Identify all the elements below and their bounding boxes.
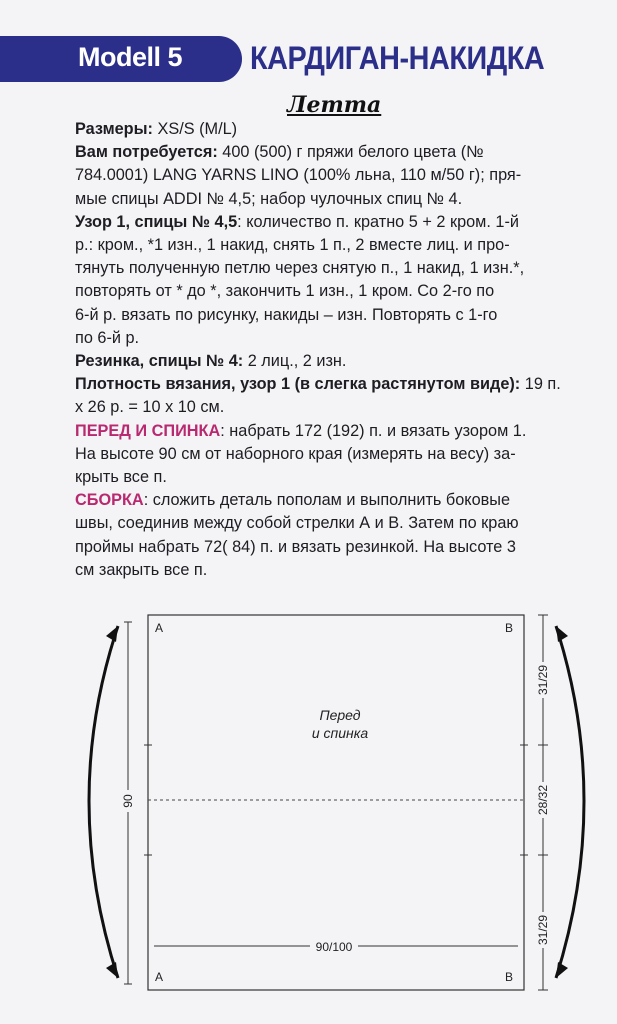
rib-label: Резинка, спицы № 4: — [75, 352, 244, 371]
right-top-label: 31/29 — [536, 664, 550, 696]
density-label: Плотность вязания, узор 1 (в слегка растянутом виде): — [75, 375, 521, 394]
assembly-line-1: СБОРКА: сложить деталь пополам и выполнить боковые — [75, 491, 511, 510]
need-line-1: Вам потребуется: 400 (500) г пряжи белого цвета (№ — [75, 143, 484, 162]
pattern-schematic — [0, 600, 617, 1010]
author-signature: Летта — [287, 92, 382, 118]
left-arrow-head-bottom — [106, 962, 118, 978]
sizes-label: Размеры: — [75, 120, 153, 138]
pattern-line-4: повторять от * до *, закончить 1 изн., 1 кром. Со 2-го по — [75, 282, 495, 301]
left-arrow-head-top — [106, 626, 118, 642]
corner-top-right: B — [505, 621, 514, 635]
front-line-1: ПЕРЕД И СПИНКА: набрать 172 (192) п. и вязать узором 1. — [75, 421, 527, 440]
right-arrow-head-bottom — [556, 962, 568, 978]
need-line-3: мые спицы ADDI № 4,5; набор чулочных спиц № 4. — [75, 189, 463, 208]
model-number: Modell 5 — [78, 42, 183, 72]
right-mid-label: 28/32 — [536, 784, 550, 816]
pattern-line-3: тянуть полученную петлю через снятую п., 1 накид, 1 изн.*, — [75, 259, 525, 278]
need-label: Вам потребуется: — [75, 143, 218, 162]
sizes-value: XS/S (M/L) — [152, 120, 238, 138]
pattern-line-2: р.: кром., *1 изн., 1 накид, снять 1 п., 2 вместе лиц. и про- — [75, 236, 510, 255]
density-line-1: Плотность вязания, узор 1 (в слегка растянутом виде): 19 п. — [75, 375, 561, 394]
corner-bottom-right: B — [505, 970, 514, 984]
pattern-line-6: по 6-й р. — [75, 328, 140, 347]
density-line-2: х 26 р. = 10 х 10 см. — [75, 398, 225, 417]
front-line-2: На высоте 90 см от наборного края (измерять на весу) за- — [75, 444, 516, 463]
rib-line: Резинка, спицы № 4: 2 лиц., 2 изн. — [75, 352, 347, 371]
pattern-line-1: Узор 1, спицы № 4,5: количество п. кратно 5 + 2 кром. 1-й — [75, 212, 519, 231]
front-label: ПЕРЕД И СПИНКА — [75, 421, 221, 440]
assembly-label: СБОРКА — [75, 491, 144, 510]
height-label: 90 — [121, 794, 135, 808]
piece-label-line-1: Перед — [319, 707, 361, 723]
piece-outline — [148, 615, 524, 990]
corner-bottom-left: A — [155, 970, 164, 984]
assembly-line-3: проймы набрать 72( 84) п. и вязать резинкой. На высоте 3 — [75, 537, 516, 556]
instructions-text — [75, 118, 603, 582]
right-fold-arrow — [556, 626, 584, 978]
assembly-line-2: швы, соединив между собой стрелки А и В. Затем по краю — [75, 514, 519, 533]
width-label: 90/100 — [315, 940, 353, 954]
corner-top-left: A — [155, 621, 164, 635]
left-fold-arrow — [89, 626, 118, 978]
pattern-label: Узор 1, спицы № 4,5 — [75, 212, 238, 231]
piece-label-line-2: и спинка — [311, 725, 369, 741]
model-header-band — [0, 36, 242, 82]
sizes-line — [75, 118, 603, 141]
assembly-line-4: см закрыть все п. — [75, 560, 208, 579]
front-line-3: крыть все п. — [75, 468, 167, 487]
right-bottom-label: 31/29 — [536, 914, 550, 946]
page-title: КАРДИГАН-НАКИДКА — [250, 40, 545, 76]
right-arrow-head-top — [556, 626, 568, 642]
pattern-line-5: 6-й р. вязать по рисунку, накиды – изн. Повторять с 1-го — [75, 305, 498, 324]
need-line-2: 784.0001) LANG YARNS LINO (100% льна, 110 м/50 г); пря- — [75, 166, 522, 185]
